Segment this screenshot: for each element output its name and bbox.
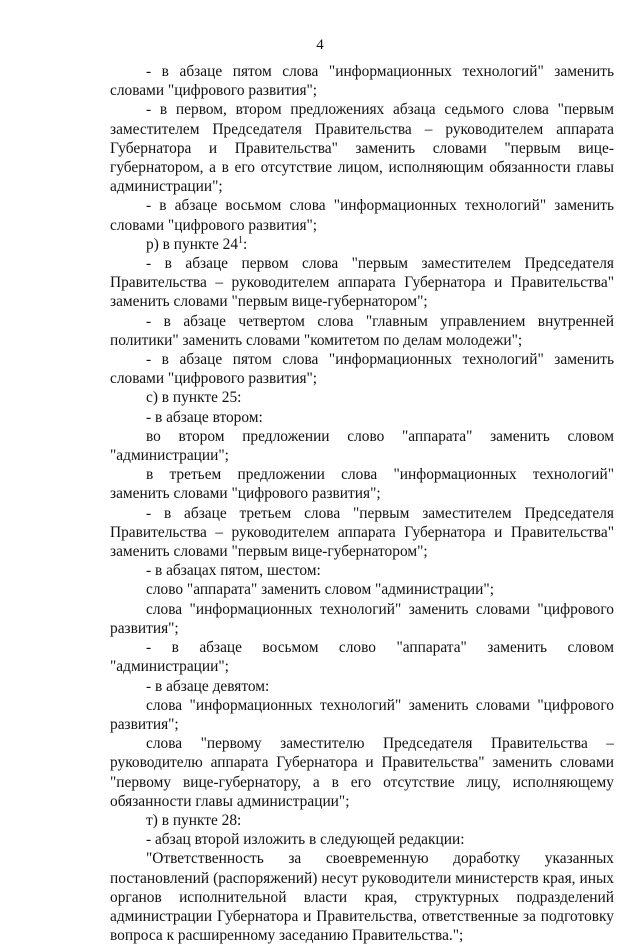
paragraph: слова "информационных технологий" заменить словами "цифрового развития";	[110, 696, 614, 733]
document-body	[110, 62, 614, 945]
paragraph-clause-r	[110, 235, 614, 254]
paragraph: во втором предложении слово "аппарата" заменить словом "администрации";	[110, 427, 614, 465]
paragraph-text: р) в пункте 24	[146, 235, 239, 253]
superscript: 1	[238, 234, 244, 246]
paragraph: слова "первому заместителю Председателя Правительства – руководителю аппарата Губернатора и Правительства" заменить словами "первому вице-губернатору, а в его отсутствие лицу, исполняющему обязанности главы администрации";	[110, 735, 614, 810]
paragraph: слово "аппарата" заменить словом "администрации";	[146, 581, 494, 599]
paragraph: - в абзаце первом слова "первым заместителем Председателя Правительства – руководителем аппарата Губернатора и Правительства" заменить словами "первым вице-губернатором";	[110, 255, 614, 311]
paragraph: - в абзаце втором:	[146, 408, 263, 426]
paragraph: - в абзаце пятом слова "информационных технологий" заменить словами "цифрового развития";	[110, 63, 614, 100]
paragraph: "Ответственность за своевременную доработку указанных постановлений (распоряжений) несут руководители министерств края, иных органов исполнительной власти края, структурных подразделений администрации Губернатора и Правительства, ответственные за подготовку вопроса к расширенному заседанию Правительства.";	[110, 850, 614, 945]
paragraph: - в абзаце девятом:	[146, 677, 270, 695]
paragraph: т) в пункте 28:	[146, 811, 242, 829]
paragraph: - абзац второй изложить в следующей редакции:	[146, 831, 465, 849]
colon: :	[243, 235, 248, 253]
paragraph: - в первом, втором предложениях абзаца седьмого слова "первым заместителем Председателя Правительства – руководителем аппарата Губернатора и Правительства" заменить словами "первым вице-губернатором, а в его отсутствие лицом, исполняющим обязанности главы администрации";	[110, 101, 614, 196]
paragraph: - в абзацах пятом, шестом:	[146, 562, 321, 580]
paragraph: в третьем предложении слова "информационных технологий" заменить словами "цифрового развития";	[110, 466, 614, 503]
paragraph: с) в пункте 25:	[146, 389, 242, 407]
paragraph: слова "информационных технологий" заменить словами "цифрового развития";	[110, 600, 614, 637]
page-number: 4	[316, 37, 324, 53]
paragraph: - в абзаце восьмом слово "аппарата" заменить словом "администрации";	[110, 639, 614, 676]
paragraph: - в абзаце третьем слова "первым заместителем Председателя Правительства – руководителем аппарата Губернатора и Правительства" заменить словами "первым вице-губернатором";	[110, 504, 614, 561]
paragraph: - в абзаце пятом слова "информационных технологий" заменить словами "цифрового развития";	[110, 351, 614, 388]
paragraph: - в абзаце четвертом слова "главным управлением внутренней политики" заменить словами "комитетом по делам молодежи";	[110, 312, 614, 349]
paragraph: - в абзаце восьмом слова "информационных технологий" заменить словами "цифрового развития";	[110, 197, 614, 234]
